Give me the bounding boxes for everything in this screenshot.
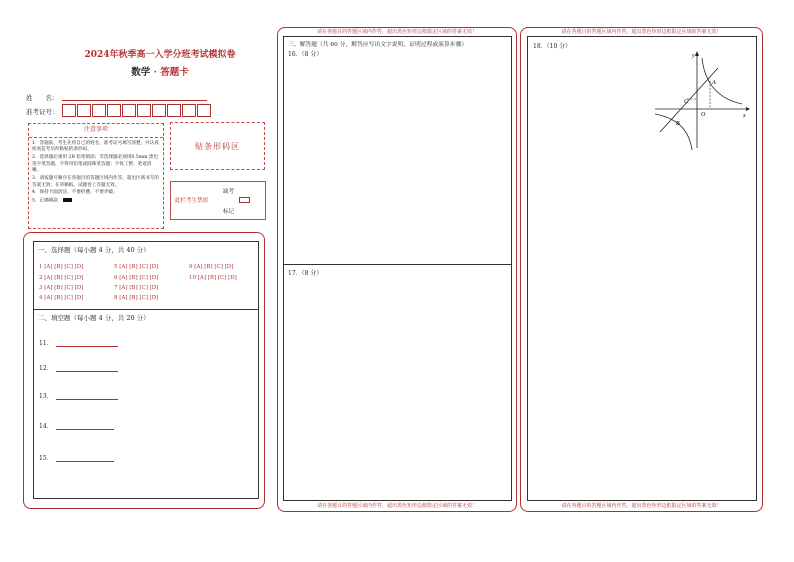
warning-bottom: 请在各题目的答题区域内作答，超出黑色矩形边框限定区域的答案无效！ — [561, 503, 722, 509]
point-b-label: B — [676, 121, 680, 127]
point-a-label: A — [712, 80, 716, 86]
name-label: 姓 名： — [26, 94, 59, 102]
answer-line[interactable] — [56, 365, 118, 372]
point-c-label: C — [684, 99, 689, 105]
answer-line[interactable] — [56, 393, 118, 400]
warning-top: 请在各题目的答题区域内作答，超出黑色矩形边框限定区域的答案无效！ — [316, 29, 477, 35]
notice-item: 1．答题前，考生先将自己的姓名，准考证号填写清楚，并认真检查监考员所粘贴的条形码。 — [32, 140, 159, 153]
id-digit-box[interactable] — [137, 104, 151, 117]
id-digit-box[interactable] — [92, 104, 106, 117]
question-number: 15． — [39, 455, 53, 462]
hyperbola-branch-q3 — [655, 114, 692, 150]
x-axis-label: x — [743, 113, 746, 119]
absent-mark-box — [170, 181, 266, 220]
mc-question-4[interactable] — [39, 295, 83, 301]
id-digit-box[interactable] — [107, 104, 121, 117]
question-number: 10 — [189, 275, 196, 281]
absent-note: 此栏考生禁填 — [175, 198, 209, 204]
linear-function-line — [660, 68, 718, 132]
mc-question-7[interactable] — [114, 285, 158, 291]
section1-title: 一、选择题（每小题 4 分，共 40 分） — [38, 246, 150, 254]
warning-top: 请在各题目的答题区域内作答，超出黑色矩形边框限定区域的答案无效！ — [561, 29, 722, 35]
question-number: 7 — [114, 285, 118, 291]
q16-q17-divider — [283, 264, 512, 265]
id-label: 准考证号： — [26, 108, 59, 116]
fill-question-14 — [39, 421, 114, 430]
mc-question-10[interactable] — [189, 275, 237, 281]
page-subtitle — [60, 64, 260, 78]
choice-options[interactable]: [A] [B] [C] [D] — [44, 275, 84, 281]
notice-item: 4．保持卡面清洁，不要折叠、不要弄破。 — [32, 190, 118, 196]
mc-question-5[interactable] — [114, 264, 158, 270]
question-number: 8 — [114, 295, 118, 301]
question-number: 3 — [39, 285, 43, 291]
name-field[interactable] — [62, 100, 207, 101]
choice-options[interactable]: [A] [B] [C] [D] — [194, 264, 234, 270]
id-digit-box[interactable] — [62, 104, 76, 117]
question-number: 6 — [114, 275, 118, 281]
choice-options[interactable]: [A] [B] [C] [D] — [197, 275, 237, 281]
notice-item: 3．请按题号顺序在各题目的答题区域内作答，超出区域书写的答案无效；在草稿纸、试题卷上答题无效。 — [32, 175, 159, 188]
warning-bottom: 请在各题目的答题区域内作答，超出黑色矩形边框限定区域的答案无效！ — [316, 503, 477, 509]
id-digit-box[interactable] — [197, 104, 211, 117]
hyperbola-branch-q1 — [702, 58, 742, 104]
id-digit-box[interactable] — [182, 104, 196, 117]
id-digit-box[interactable] — [122, 104, 136, 117]
choice-options[interactable]: [A] [B] [C] [D] — [44, 264, 84, 270]
mc-question-1[interactable] — [39, 264, 83, 270]
mc-question-2[interactable] — [39, 275, 83, 281]
y-axis-label: y — [692, 53, 695, 59]
question-number: 13． — [39, 393, 53, 400]
question-16-label: 16．（8 分） — [288, 51, 323, 58]
question-number: 4 — [39, 295, 43, 301]
x-axis-arrow — [746, 107, 750, 111]
notice-box — [28, 123, 164, 229]
page-title: 2024年秋季高一入学分班考试模拟卷 — [84, 50, 236, 60]
question-number: 12． — [39, 365, 53, 372]
choice-options[interactable]: [A] [B] [C] [D] — [119, 285, 159, 291]
answer-line[interactable] — [56, 340, 118, 347]
answer-line[interactable] — [56, 423, 114, 430]
question-17-label: 17．（8 分） — [288, 270, 323, 277]
choice-options[interactable]: [A] [B] [C] [D] — [44, 285, 84, 291]
section-divider — [33, 309, 259, 310]
choice-options[interactable]: [A] [B] [C] [D] — [119, 275, 159, 281]
notice-item — [32, 198, 160, 205]
y-axis-arrow — [695, 51, 699, 56]
id-digit-box[interactable] — [77, 104, 91, 117]
subtitle-separator: · — [153, 67, 157, 78]
id-digit-box[interactable] — [167, 104, 181, 117]
mc-question-8[interactable] — [114, 295, 158, 301]
fill-question-13 — [39, 391, 118, 400]
answer-line[interactable] — [56, 455, 114, 462]
question-number: 14． — [39, 423, 53, 430]
notice-item-label: 5．正确填涂 — [32, 198, 58, 204]
fill-question-11 — [39, 338, 118, 347]
answer-sheet-label: 答题卡 — [160, 67, 189, 78]
subject-label: 数学 — [131, 67, 151, 78]
question-number: 9 — [189, 264, 193, 270]
notice-item: 2．选择题必须用 2B 铅笔填涂；非选择题必须用0.5mm 黑色签字笔答题，不得用铅笔或圆珠笔答题；字体工整、笔迹清晰。 — [32, 155, 159, 174]
question-number: 2 — [39, 275, 43, 281]
barcode-area: 贴条形码区 — [170, 122, 265, 170]
question-18-label: 18．（10 分） — [533, 43, 572, 50]
section3-title: 三、解答题（共 60 分，解答应写出文字说明、证明过程或演算步骤） — [288, 42, 468, 48]
filled-mark-sample — [63, 198, 72, 202]
mc-question-6[interactable] — [114, 275, 158, 281]
absent-checkbox[interactable] — [239, 197, 250, 203]
origin-label: O — [701, 112, 706, 118]
mc-question-9[interactable] — [189, 264, 233, 270]
question-number: 1 — [39, 264, 43, 270]
mc-question-3[interactable] — [39, 285, 83, 291]
function-graph — [650, 48, 752, 152]
choice-options[interactable]: [A] [B] [C] [D] — [119, 264, 159, 270]
fill-question-15 — [39, 453, 114, 462]
question-number: 5 — [114, 264, 118, 270]
choice-options[interactable]: [A] [B] [C] [D] — [119, 295, 159, 301]
question-number: 11． — [39, 340, 53, 347]
id-digit-box[interactable] — [152, 104, 166, 117]
section2-title: 二、填空题（每小题 4 分，共 20 分） — [38, 314, 150, 322]
notice-heading: 注意事项 — [29, 124, 163, 138]
absent-top-label: 缺考 — [223, 189, 235, 195]
choice-options[interactable]: [A] [B] [C] [D] — [44, 295, 84, 301]
absent-bottom-label: 标记 — [223, 209, 235, 215]
fill-question-12 — [39, 363, 118, 372]
